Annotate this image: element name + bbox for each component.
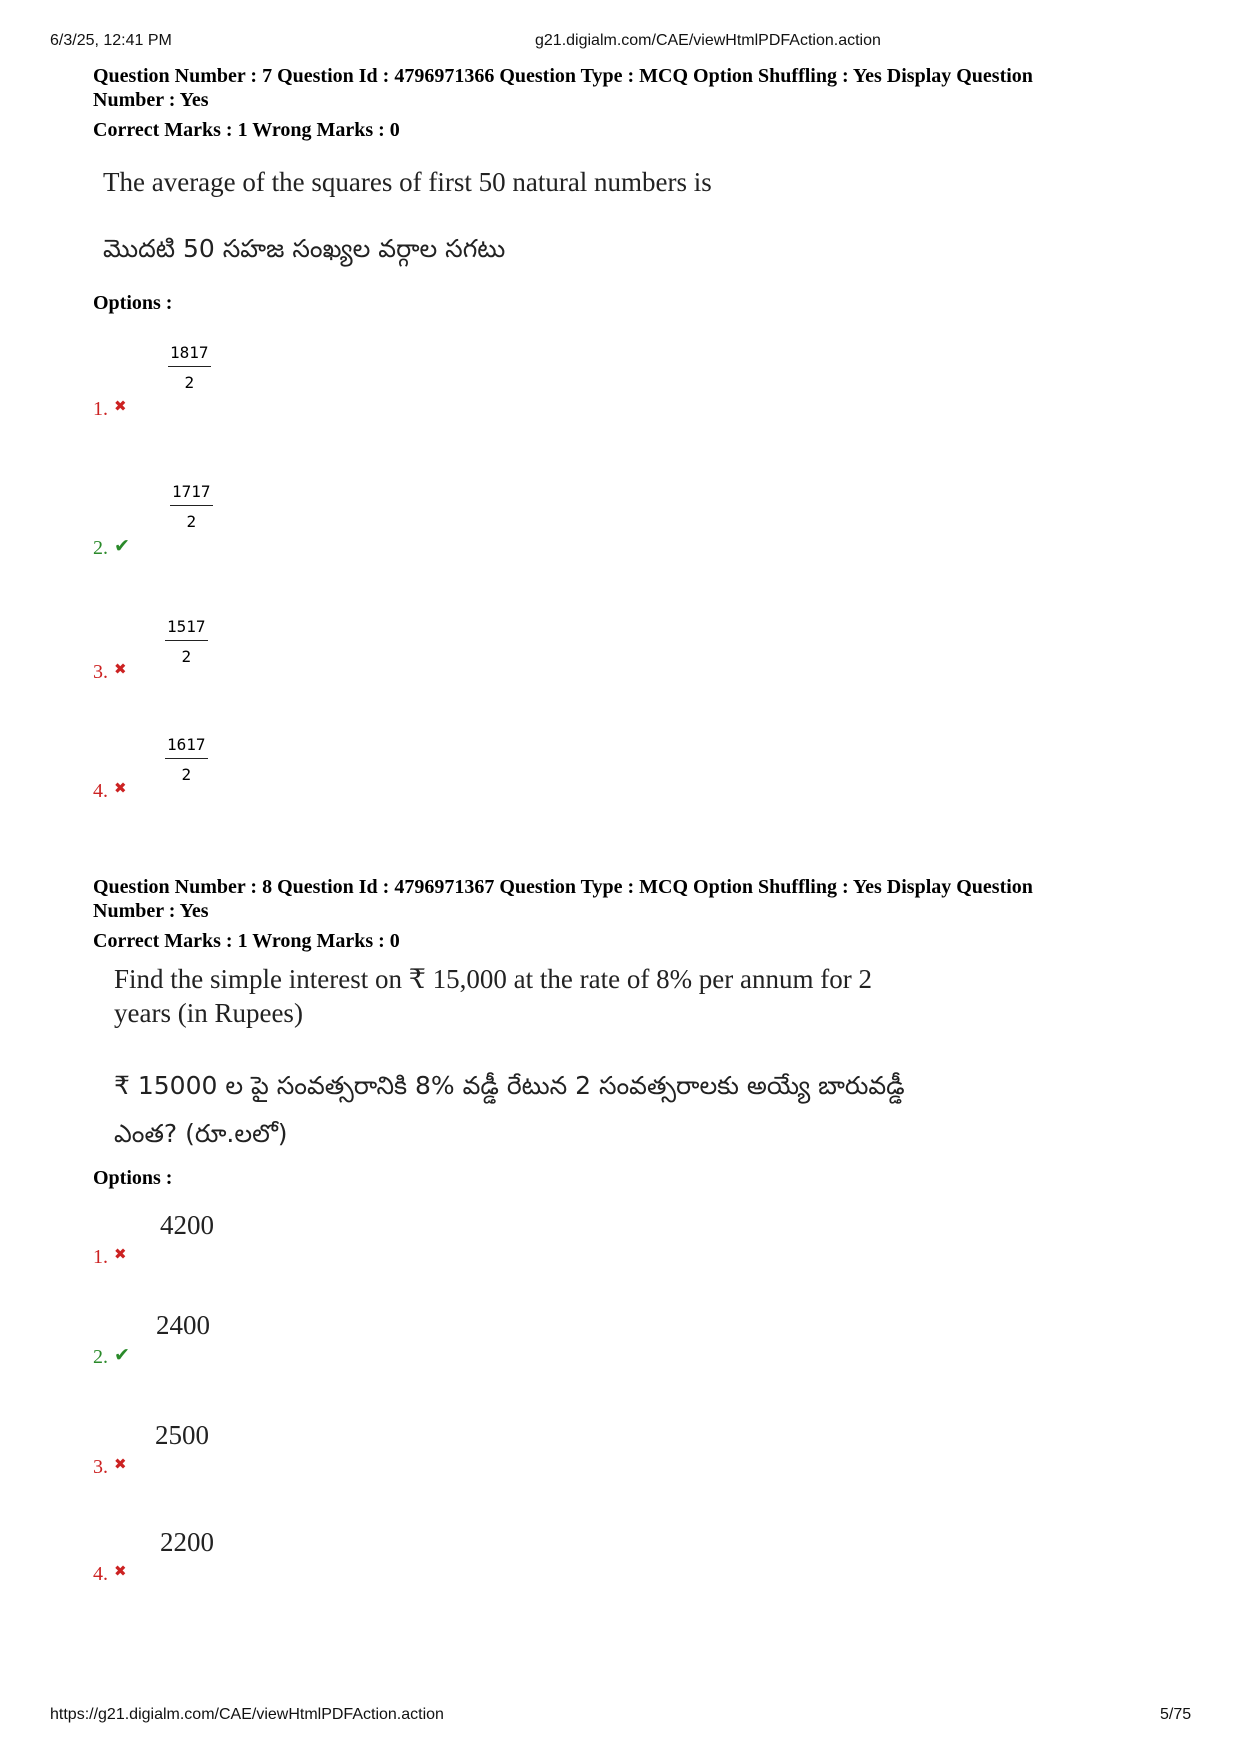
q7-option-4-denominator: 2 [181, 765, 192, 784]
q7-option-4-numerator: 1617 [165, 735, 208, 759]
question-8-marks: Correct Marks : 1 Wrong Marks : 0 [93, 930, 400, 952]
question-8-meta-line1: Question Number : 8 Question Id : 4796971367 Question Type : MCQ Option Shuffling : Yes Display Question [93, 876, 1033, 898]
question-8-text-telugu [114, 1062, 905, 1158]
cross-icon: ✖ [114, 779, 127, 797]
question-7-marks: Correct Marks : 1 Wrong Marks : 0 [93, 119, 400, 141]
q7-option-4 [93, 780, 127, 803]
question-8-text-telugu-line2: ఎంత? (రూ.లలో) [114, 1119, 288, 1148]
q8-option-1-value: 4200 [160, 1210, 214, 1240]
q8-option-3 [93, 1456, 127, 1479]
q7-option-2 [93, 537, 130, 560]
q7-option-3 [93, 661, 127, 684]
cross-icon: ✖ [114, 660, 127, 678]
print-url: g21.digialm.com/CAE/viewHtmlPDFAction.action [535, 32, 881, 49]
q8-option-4-number: 4. [93, 1563, 108, 1585]
question-7-text-telugu: మొదటి 50 సహజ సంఖ్యల వర్గాల సగటు [103, 234, 506, 263]
question-8-text-english [114, 962, 872, 1030]
q7-option-2-denominator: 2 [186, 512, 197, 531]
q7-option-1-fraction [168, 343, 211, 392]
q8-option-2-number: 2. [93, 1346, 108, 1368]
q8-option-4 [93, 1563, 127, 1586]
q8-option-3-value: 2500 [155, 1420, 209, 1450]
question-8-text-telugu-line1: ₹ 15000 ల పై సంవత్సరానికి 8% వడ్డీ రేటున 2 సంవత్సరాలకు అయ్యే బారువడ్డీ [114, 1071, 905, 1100]
q7-option-4-number: 4. [93, 780, 108, 802]
q7-option-3-denominator: 2 [181, 647, 192, 666]
question-8-options-label: Options : [93, 1167, 173, 1189]
q7-option-2-number: 2. [93, 537, 108, 559]
q7-option-3-number: 3. [93, 661, 108, 683]
cross-icon: ✖ [114, 1562, 127, 1580]
cross-icon: ✖ [114, 1245, 127, 1263]
q7-option-1 [93, 398, 127, 421]
question-7-meta-line1: Question Number : 7 Question Id : 4796971366 Question Type : MCQ Option Shuffling : Yes Display Question [93, 65, 1033, 87]
q8-option-2 [93, 1346, 130, 1369]
footer-url: https://g21.digialm.com/CAE/viewHtmlPDFAction.action [50, 1706, 444, 1723]
question-7-text-english: The average of the squares of first 50 natural numbers is [103, 167, 712, 197]
q7-option-1-number: 1. [93, 398, 108, 420]
q7-option-2-fraction [170, 482, 213, 531]
question-7-options-label: Options : [93, 292, 173, 314]
q8-option-4-value: 2200 [160, 1527, 214, 1557]
question-8-meta-line2: Number : Yes [93, 900, 209, 922]
q8-option-2-value: 2400 [156, 1310, 210, 1340]
q8-option-3-number: 3. [93, 1456, 108, 1478]
question-7-meta-line2: Number : Yes [93, 89, 209, 111]
question-8-text-english-line2: years (in Rupees) [114, 998, 303, 1028]
q7-option-1-numerator: 1817 [168, 343, 211, 367]
question-7-meta [93, 64, 1143, 112]
question-8-meta [93, 875, 1143, 923]
print-datetime: 6/3/25, 12:41 PM [50, 32, 172, 49]
q8-option-1-number: 1. [93, 1246, 108, 1268]
check-icon: ✔ [114, 1344, 130, 1366]
q8-option-1 [93, 1246, 127, 1269]
q7-option-4-fraction [165, 735, 208, 784]
q7-option-3-numerator: 1517 [165, 617, 208, 641]
q7-option-2-numerator: 1717 [170, 482, 213, 506]
question-8-text-english-line1: Find the simple interest on ₹ 15,000 at the rate of 8% per annum for 2 [114, 964, 873, 994]
page-number: 5/75 [1160, 1706, 1192, 1723]
q7-option-1-denominator: 2 [184, 373, 195, 392]
q7-option-3-fraction [165, 617, 208, 666]
check-icon: ✔ [114, 535, 130, 557]
cross-icon: ✖ [114, 1455, 127, 1473]
cross-icon: ✖ [114, 397, 127, 415]
